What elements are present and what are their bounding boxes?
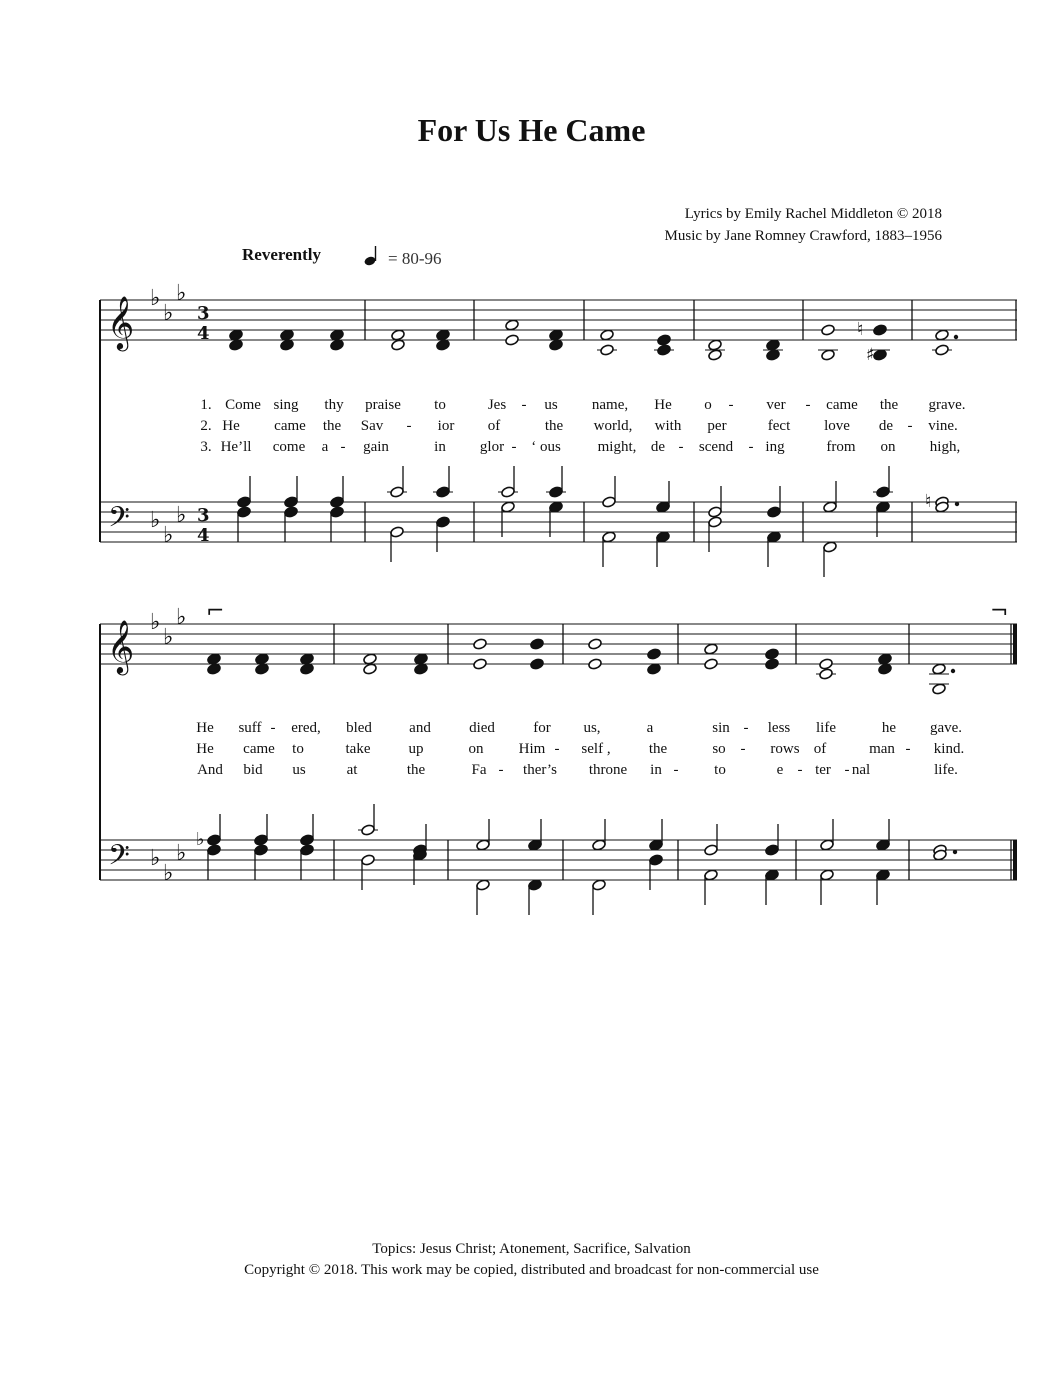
flat-icon: ♭ <box>163 301 174 326</box>
lyric-syllable: love <box>824 418 850 434</box>
lyric-syllable: grave. <box>928 397 966 413</box>
lyric-syllable: man <box>869 741 895 757</box>
lyric-syllable: kind. <box>933 741 965 757</box>
bass-notehead <box>549 501 564 513</box>
lyric-syllable: ‘ ous <box>531 439 561 455</box>
bass-notehead <box>876 501 891 513</box>
treble-notehead <box>391 339 406 351</box>
treble-clef-icon: 𝄞 <box>107 619 135 673</box>
treble-notehead <box>229 339 244 351</box>
lyric-syllable: might, <box>597 439 637 455</box>
bass-notehead <box>501 486 516 498</box>
bass-notehead <box>876 486 891 498</box>
lyric-syllable: gave. <box>929 720 963 736</box>
bass-clef-icon: 𝄢 <box>108 839 130 879</box>
lyric-syllable: - <box>748 439 754 455</box>
lyric-syllable: so <box>712 741 726 757</box>
bass-notehead <box>708 516 723 528</box>
lyric-syllable: gain <box>363 439 389 455</box>
treble-notehead <box>363 653 378 665</box>
bass-notehead <box>656 501 671 513</box>
lyric-syllable: 2. <box>200 418 212 434</box>
lyric-syllable: - <box>498 762 504 778</box>
lyric-syllable: for <box>533 720 551 736</box>
treble-notehead <box>549 339 564 351</box>
treble-notehead <box>436 329 451 341</box>
copyright-line: Copyright © 2018. This work may be copied, distributed and broadcast for non-commercial use <box>244 1262 819 1278</box>
flat-icon: ♭ <box>176 503 187 528</box>
flat-icon: ♭ <box>163 861 174 886</box>
lyric-syllable: - <box>740 741 746 757</box>
treble-notehead <box>505 334 520 346</box>
lyric-syllable: the <box>544 418 564 434</box>
lyric-syllable: - <box>905 741 911 757</box>
bass-notehead <box>254 844 269 856</box>
tempo-marking: Reverently <box>242 245 321 264</box>
lyric-syllable: with <box>654 418 682 434</box>
bass-notehead <box>708 506 723 518</box>
lyric-syllable: - <box>805 397 811 413</box>
bass-notehead <box>876 839 891 851</box>
natural-icon: ♮ <box>857 319 864 340</box>
lyric-syllable: and <box>409 720 431 736</box>
treble-notehead <box>600 344 615 356</box>
flat-icon: ♭ <box>163 523 174 548</box>
lyric-syllable: Come <box>225 397 261 413</box>
flat-icon: ♭ <box>163 625 174 650</box>
lyric-syllable: de <box>878 418 894 434</box>
lyric-syllable: - <box>907 418 913 434</box>
treble-notehead <box>704 658 719 670</box>
lyric-syllable: per <box>707 418 727 434</box>
dot <box>953 850 957 854</box>
treble-notehead <box>873 324 888 336</box>
lyric-syllable: e <box>776 762 784 778</box>
lyric-syllable: from <box>826 439 856 455</box>
treble-notehead <box>530 638 545 650</box>
lyric-syllable: - <box>678 439 684 455</box>
treble-notehead <box>932 683 947 695</box>
bass-notehead <box>501 501 516 513</box>
treble-notehead <box>704 643 719 655</box>
lyric-syllable: died <box>469 720 495 736</box>
flat-icon: ♭ <box>176 841 187 866</box>
bass-notehead <box>592 839 607 851</box>
lyric-syllable: high, <box>929 439 961 455</box>
bass-notehead <box>300 834 315 846</box>
bass-notehead <box>528 879 543 891</box>
bass-notehead <box>765 844 780 856</box>
flat-icon: ♭ <box>176 281 187 306</box>
treble-notehead <box>255 653 270 665</box>
lyric-syllable: He <box>654 397 672 413</box>
lyric-syllable: scend <box>698 439 734 455</box>
bass-notehead <box>767 506 782 518</box>
lyric-syllable: rows <box>770 741 800 757</box>
lyric-syllable: take <box>345 741 371 757</box>
quarter-note-icon <box>363 255 376 266</box>
lyric-syllable: 1. <box>200 397 212 413</box>
treble-notehead <box>588 638 603 650</box>
lyric-syllable: praise <box>365 397 401 413</box>
lyric-syllable: nal <box>851 762 871 778</box>
lyric-syllable: on <box>880 439 896 455</box>
lyric-syllable: a <box>321 439 329 455</box>
lyric-syllable: in <box>434 439 446 455</box>
bass-notehead <box>436 486 451 498</box>
dot <box>954 335 958 339</box>
time-signature: 3 <box>197 303 210 324</box>
lyric-syllable: came <box>274 418 306 434</box>
lyric-syllable: He’ll <box>220 439 252 455</box>
treble-notehead <box>330 329 345 341</box>
treble-notehead <box>708 339 723 351</box>
lyric-syllable: came <box>243 741 275 757</box>
bass-notehead <box>207 844 222 856</box>
bass-notehead <box>300 844 315 856</box>
lyric-syllable: ter <box>815 762 831 778</box>
lyric-syllable: life <box>816 720 836 736</box>
treble-notehead <box>280 329 295 341</box>
bass-notehead <box>476 879 491 891</box>
lyric-syllable: sing <box>273 397 299 413</box>
bass-notehead <box>820 839 835 851</box>
treble-notehead <box>821 324 836 336</box>
lyric-syllable: - <box>270 720 276 736</box>
flat-icon: ♭ <box>196 829 205 850</box>
lyric-syllable: ered, <box>291 720 321 736</box>
treble-notehead <box>280 339 295 351</box>
treble-notehead <box>414 653 429 665</box>
lyric-syllable: of <box>813 741 827 757</box>
bass-notehead <box>602 531 617 543</box>
bass-notehead <box>390 486 405 498</box>
bass-clef-icon: 𝄢 <box>108 501 130 541</box>
bass-notehead <box>704 844 719 856</box>
bass-notehead <box>549 486 564 498</box>
lyric-syllable: - <box>511 439 517 455</box>
bass-notehead <box>823 501 838 513</box>
bass-notehead <box>649 839 664 851</box>
bass-notehead <box>361 824 376 836</box>
lyric-syllable: o <box>704 397 712 413</box>
lyric-syllable: ior <box>437 418 455 434</box>
lyric-syllable: ing <box>765 439 785 455</box>
treble-notehead <box>657 344 672 356</box>
verse-bracket-icon: ⌐ <box>206 599 225 624</box>
lyric-syllable: - <box>844 762 850 778</box>
bass-notehead <box>330 506 345 518</box>
treble-notehead <box>819 658 834 670</box>
treble-notehead <box>229 329 244 341</box>
lyric-syllable: to <box>292 741 304 757</box>
treble-notehead <box>657 334 672 346</box>
lyric-syllable: bid <box>243 762 263 778</box>
treble-notehead <box>436 339 451 351</box>
lyric-syllable: He <box>196 741 214 757</box>
treble-notehead <box>878 663 893 675</box>
lyric-syllable: sin <box>712 720 730 736</box>
bass-notehead <box>390 526 405 538</box>
tempo-value: = 80-96 <box>388 249 442 268</box>
treble-notehead <box>878 653 893 665</box>
treble-notehead <box>821 349 836 361</box>
bass-notehead <box>876 869 891 881</box>
treble-notehead <box>932 663 947 675</box>
bass-notehead <box>528 839 543 851</box>
dot <box>951 669 955 673</box>
lyric-syllable: the <box>322 418 342 434</box>
bass-notehead <box>767 531 782 543</box>
lyric-syllable: ver <box>766 397 786 413</box>
treble-notehead <box>414 663 429 675</box>
lyric-syllable: come <box>272 439 306 455</box>
treble-notehead <box>363 663 378 675</box>
lyric-syllable: world, <box>593 418 633 434</box>
bass-notehead <box>284 506 299 518</box>
lyric-syllable: ther’s <box>523 762 557 778</box>
lyric-syllable: a <box>646 720 654 736</box>
verse-bracket-icon: ¬ <box>990 599 1009 624</box>
bass-notehead <box>361 854 376 866</box>
lyric-syllable: thy <box>324 397 344 413</box>
treble-notehead <box>765 658 780 670</box>
lyric-syllable: of <box>487 418 501 434</box>
lyric-syllable: Jes <box>487 397 507 413</box>
bass-notehead <box>237 506 252 518</box>
time-signature: 4 <box>197 323 210 344</box>
lyric-syllable: us, <box>583 720 601 736</box>
lyric-syllable: - <box>797 762 803 778</box>
lyric-syllable: de <box>650 439 666 455</box>
treble-notehead <box>300 653 315 665</box>
lyric-syllable: the <box>406 762 426 778</box>
flat-icon: ♭ <box>150 508 161 533</box>
lyric-syllable: self , <box>581 741 611 757</box>
treble-notehead <box>588 658 603 670</box>
lyric-syllable: - <box>554 741 560 757</box>
lyric-syllable: to <box>434 397 446 413</box>
treble-notehead <box>207 653 222 665</box>
lyric-syllable: to <box>714 762 726 778</box>
lyric-syllable: vine. <box>928 418 958 434</box>
lyric-syllable: life. <box>934 762 958 778</box>
treble-notehead <box>766 339 781 351</box>
lyric-syllable: 3. <box>200 439 212 455</box>
lyric-syllable: us <box>544 397 558 413</box>
bass-notehead <box>592 879 607 891</box>
lyric-syllable: - <box>406 418 412 434</box>
lyric-syllable: on <box>468 741 484 757</box>
bass-notehead <box>649 854 664 866</box>
treble-notehead <box>935 329 950 341</box>
bass-notehead <box>254 834 269 846</box>
lyric-syllable: name, <box>591 397 629 413</box>
lyric-syllable: He <box>196 720 214 736</box>
treble-notehead <box>873 349 888 361</box>
lyric-syllable: up <box>408 741 424 757</box>
treble-notehead <box>549 329 564 341</box>
bass-notehead <box>476 839 491 851</box>
sharp-icon: ♯ <box>866 345 875 365</box>
lyric-syllable: - <box>340 439 346 455</box>
treble-notehead <box>819 668 834 680</box>
bass-notehead <box>656 531 671 543</box>
treble-notehead <box>647 663 662 675</box>
bass-notehead <box>237 496 252 508</box>
treble-notehead <box>935 344 950 356</box>
bass-notehead <box>704 869 719 881</box>
time-signature: 3 <box>197 505 210 526</box>
treble-notehead <box>330 339 345 351</box>
flat-icon: ♭ <box>176 605 187 630</box>
lyrics-credit: Lyrics by Emily Rachel Middleton © 2018 <box>684 206 942 222</box>
lyric-syllable: glor <box>479 439 505 455</box>
lyric-syllable: the <box>648 741 668 757</box>
treble-clef-icon: 𝄞 <box>107 295 135 349</box>
topics-line: Topics: Jesus Christ; Atonement, Sacrifice, Salvation <box>372 1241 691 1257</box>
flat-icon: ♭ <box>150 610 161 635</box>
treble-notehead <box>708 349 723 361</box>
lyric-syllable: Sav <box>360 418 384 434</box>
treble-notehead <box>255 663 270 675</box>
treble-notehead <box>766 349 781 361</box>
lyric-syllable: He <box>222 418 240 434</box>
treble-notehead <box>207 663 222 675</box>
lyric-syllable: the <box>879 397 899 413</box>
bass-notehead <box>330 496 345 508</box>
bass-notehead <box>436 516 451 528</box>
lyric-syllable: - <box>521 397 527 413</box>
dot <box>955 502 959 506</box>
treble-notehead <box>600 329 615 341</box>
lyric-syllable: - <box>673 762 679 778</box>
bass-notehead <box>823 541 838 553</box>
treble-notehead <box>765 648 780 660</box>
lyric-syllable: - <box>728 397 734 413</box>
treble-notehead <box>530 658 545 670</box>
music-credit: Music by Jane Romney Crawford, 1883–1956 <box>664 228 942 244</box>
bass-notehead <box>765 869 780 881</box>
treble-notehead <box>647 648 662 660</box>
natural-icon: ♮ <box>925 491 932 512</box>
flat-icon: ♭ <box>150 846 161 871</box>
treble-notehead <box>391 329 406 341</box>
time-signature: 4 <box>197 525 210 546</box>
lyric-syllable: - <box>743 720 749 736</box>
bass-notehead <box>820 869 835 881</box>
lyric-syllable: came <box>826 397 858 413</box>
lyric-syllable: Him <box>518 741 546 757</box>
treble-notehead <box>473 638 488 650</box>
bass-notehead <box>602 496 617 508</box>
lyric-syllable: And <box>197 762 223 778</box>
lyric-syllable: throne <box>588 762 628 778</box>
lyric-syllable: in <box>650 762 662 778</box>
lyric-syllable: bled <box>346 720 372 736</box>
lyric-syllable: he <box>881 720 897 736</box>
lyric-syllable: fect <box>767 418 791 434</box>
treble-notehead <box>473 658 488 670</box>
flat-icon: ♭ <box>150 286 161 311</box>
lyric-syllable: suff <box>238 720 262 736</box>
lyric-syllable: Fa <box>471 762 487 778</box>
bass-notehead <box>284 496 299 508</box>
lyric-syllable: at <box>346 762 358 778</box>
bass-notehead <box>207 834 222 846</box>
lyric-syllable: less <box>767 720 791 736</box>
treble-notehead <box>300 663 315 675</box>
hymn-title: For Us He Came <box>417 112 646 148</box>
treble-notehead <box>505 319 520 331</box>
lyric-syllable: us <box>292 762 306 778</box>
